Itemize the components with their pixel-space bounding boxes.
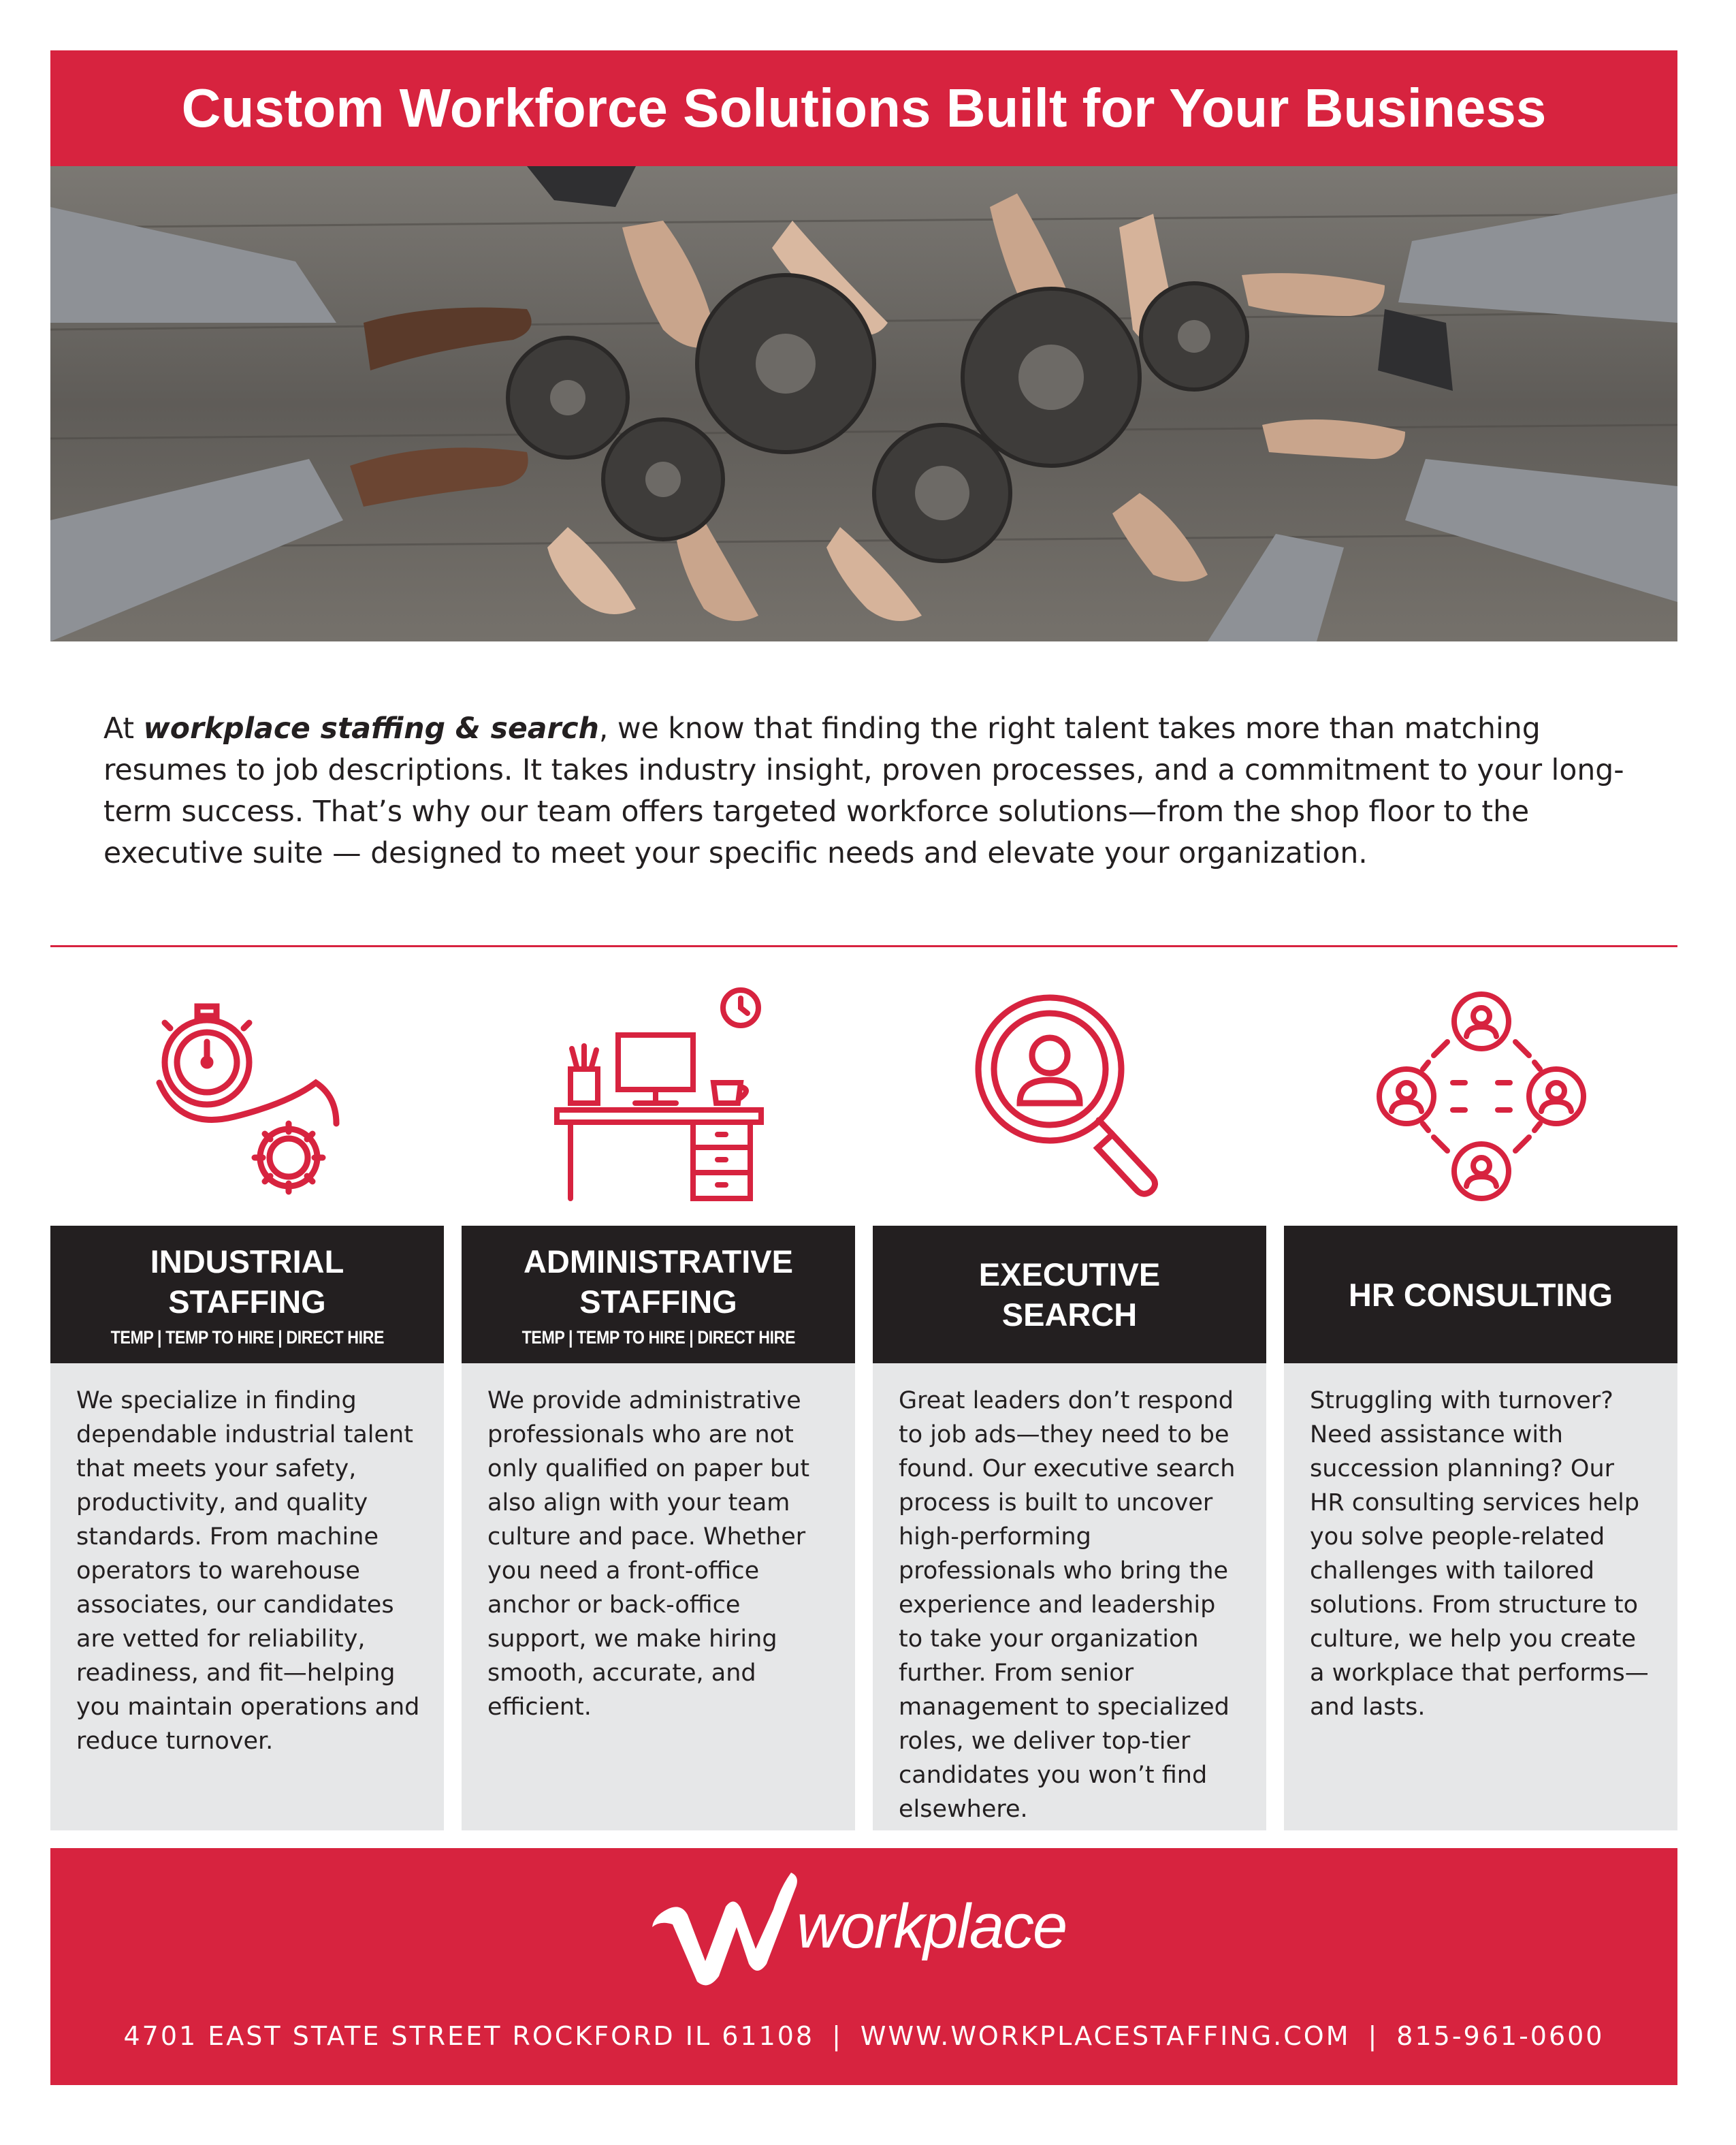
address-text: 4701 EAST STATE STREET ROCKFORD IL 61108: [123, 2021, 815, 2051]
section-divider: [50, 945, 1677, 947]
card-title: INDUSTRIAL STAFFING: [150, 1243, 344, 1320]
card-body-industrial-staffing: We specialize in finding dependable industrial talent that meets your safety, productivity, and quality standards. From machine operators to warehouse associates, our candidates are vetted for reliability, readiness, and fit—helping you maintain operations and reduce turnover.: [50, 1363, 444, 1830]
header-banner: [50, 50, 1677, 166]
card-header-hr-consulting: [1284, 1226, 1677, 1363]
people-network-icon: [1284, 981, 1679, 1212]
hero-image: [50, 166, 1677, 641]
card-header-industrial-staffing: [50, 1226, 444, 1363]
footer-banner: [50, 1848, 1677, 2085]
card-title: EXECUTIVE SEARCH: [978, 1256, 1161, 1333]
card-subtitle: TEMP | TEMP TO HIRE | DIRECT HIRE: [521, 1326, 795, 1348]
hands-holding-gears-photo: [50, 166, 1677, 641]
workplace-logo-mark-icon: [640, 1862, 803, 1991]
intro-lead: At: [103, 712, 144, 746]
card-body-administrative-staffing: We provide administrative professionals who are not only qualified on paper but also align with your team culture and pace. Whether you need a front-office anchor or back-office support, we make hiring smooth, accurate, and efficient.: [462, 1363, 855, 1830]
separator: |: [1368, 2021, 1379, 2051]
page-title: Custom Workforce Solutions Built for Your Business: [181, 78, 1547, 138]
card-body-hr-consulting: Struggling with turnover? Need assistance with succession planning? Our HR consulting services help you solve people-related challenges with tailored solutions. From structure to culture, we help you create a workplace that performs—and lasts.: [1284, 1363, 1677, 1830]
intro-brand-name: workplace staffing & search: [143, 712, 599, 746]
phone-number[interactable]: 815-961-0600: [1396, 2021, 1605, 2051]
magnifier-person-icon: [873, 981, 1268, 1212]
intro-paragraph: [103, 708, 1635, 874]
card-title: HR CONSULTING: [1348, 1276, 1613, 1313]
card-header-administrative-staffing: [462, 1226, 855, 1363]
stopwatch-gear-icon: [50, 981, 445, 1212]
office-desk-icon: [462, 981, 856, 1212]
card-header-executive-search: [873, 1226, 1266, 1363]
workplace-logo[interactable]: [640, 1862, 1130, 1991]
logo-wordmark: workplace: [797, 1891, 1067, 1961]
card-subtitle: TEMP | TEMP TO HIRE | DIRECT HIRE: [110, 1326, 384, 1348]
contact-line: [50, 2021, 1677, 2051]
card-title: ADMINISTRATIVE STAFFING: [523, 1243, 793, 1320]
separator: |: [832, 2021, 843, 2051]
intro-body: , we know that finding the right talent takes more than matching resumes to job descriptions. It takes industry insight, proven processes, and a commitment to your long-term success. That’s why our team offers targeted workforce solutions—from the shop floor to the executive suite — designed to meet your specific needs and elevate your organization.: [103, 712, 1624, 870]
card-body-executive-search: Great leaders don’t respond to job ads—they need to be found. Our executive search process is built to uncover high-performing professionals who bring the experience and leadership to take your organization further. From senior management to specialized roles, we deliver top-tier candidates you won’t find elsewhere.: [873, 1363, 1266, 1830]
website-link[interactable]: WWW.WORKPLACESTAFFING.COM: [860, 2021, 1351, 2051]
